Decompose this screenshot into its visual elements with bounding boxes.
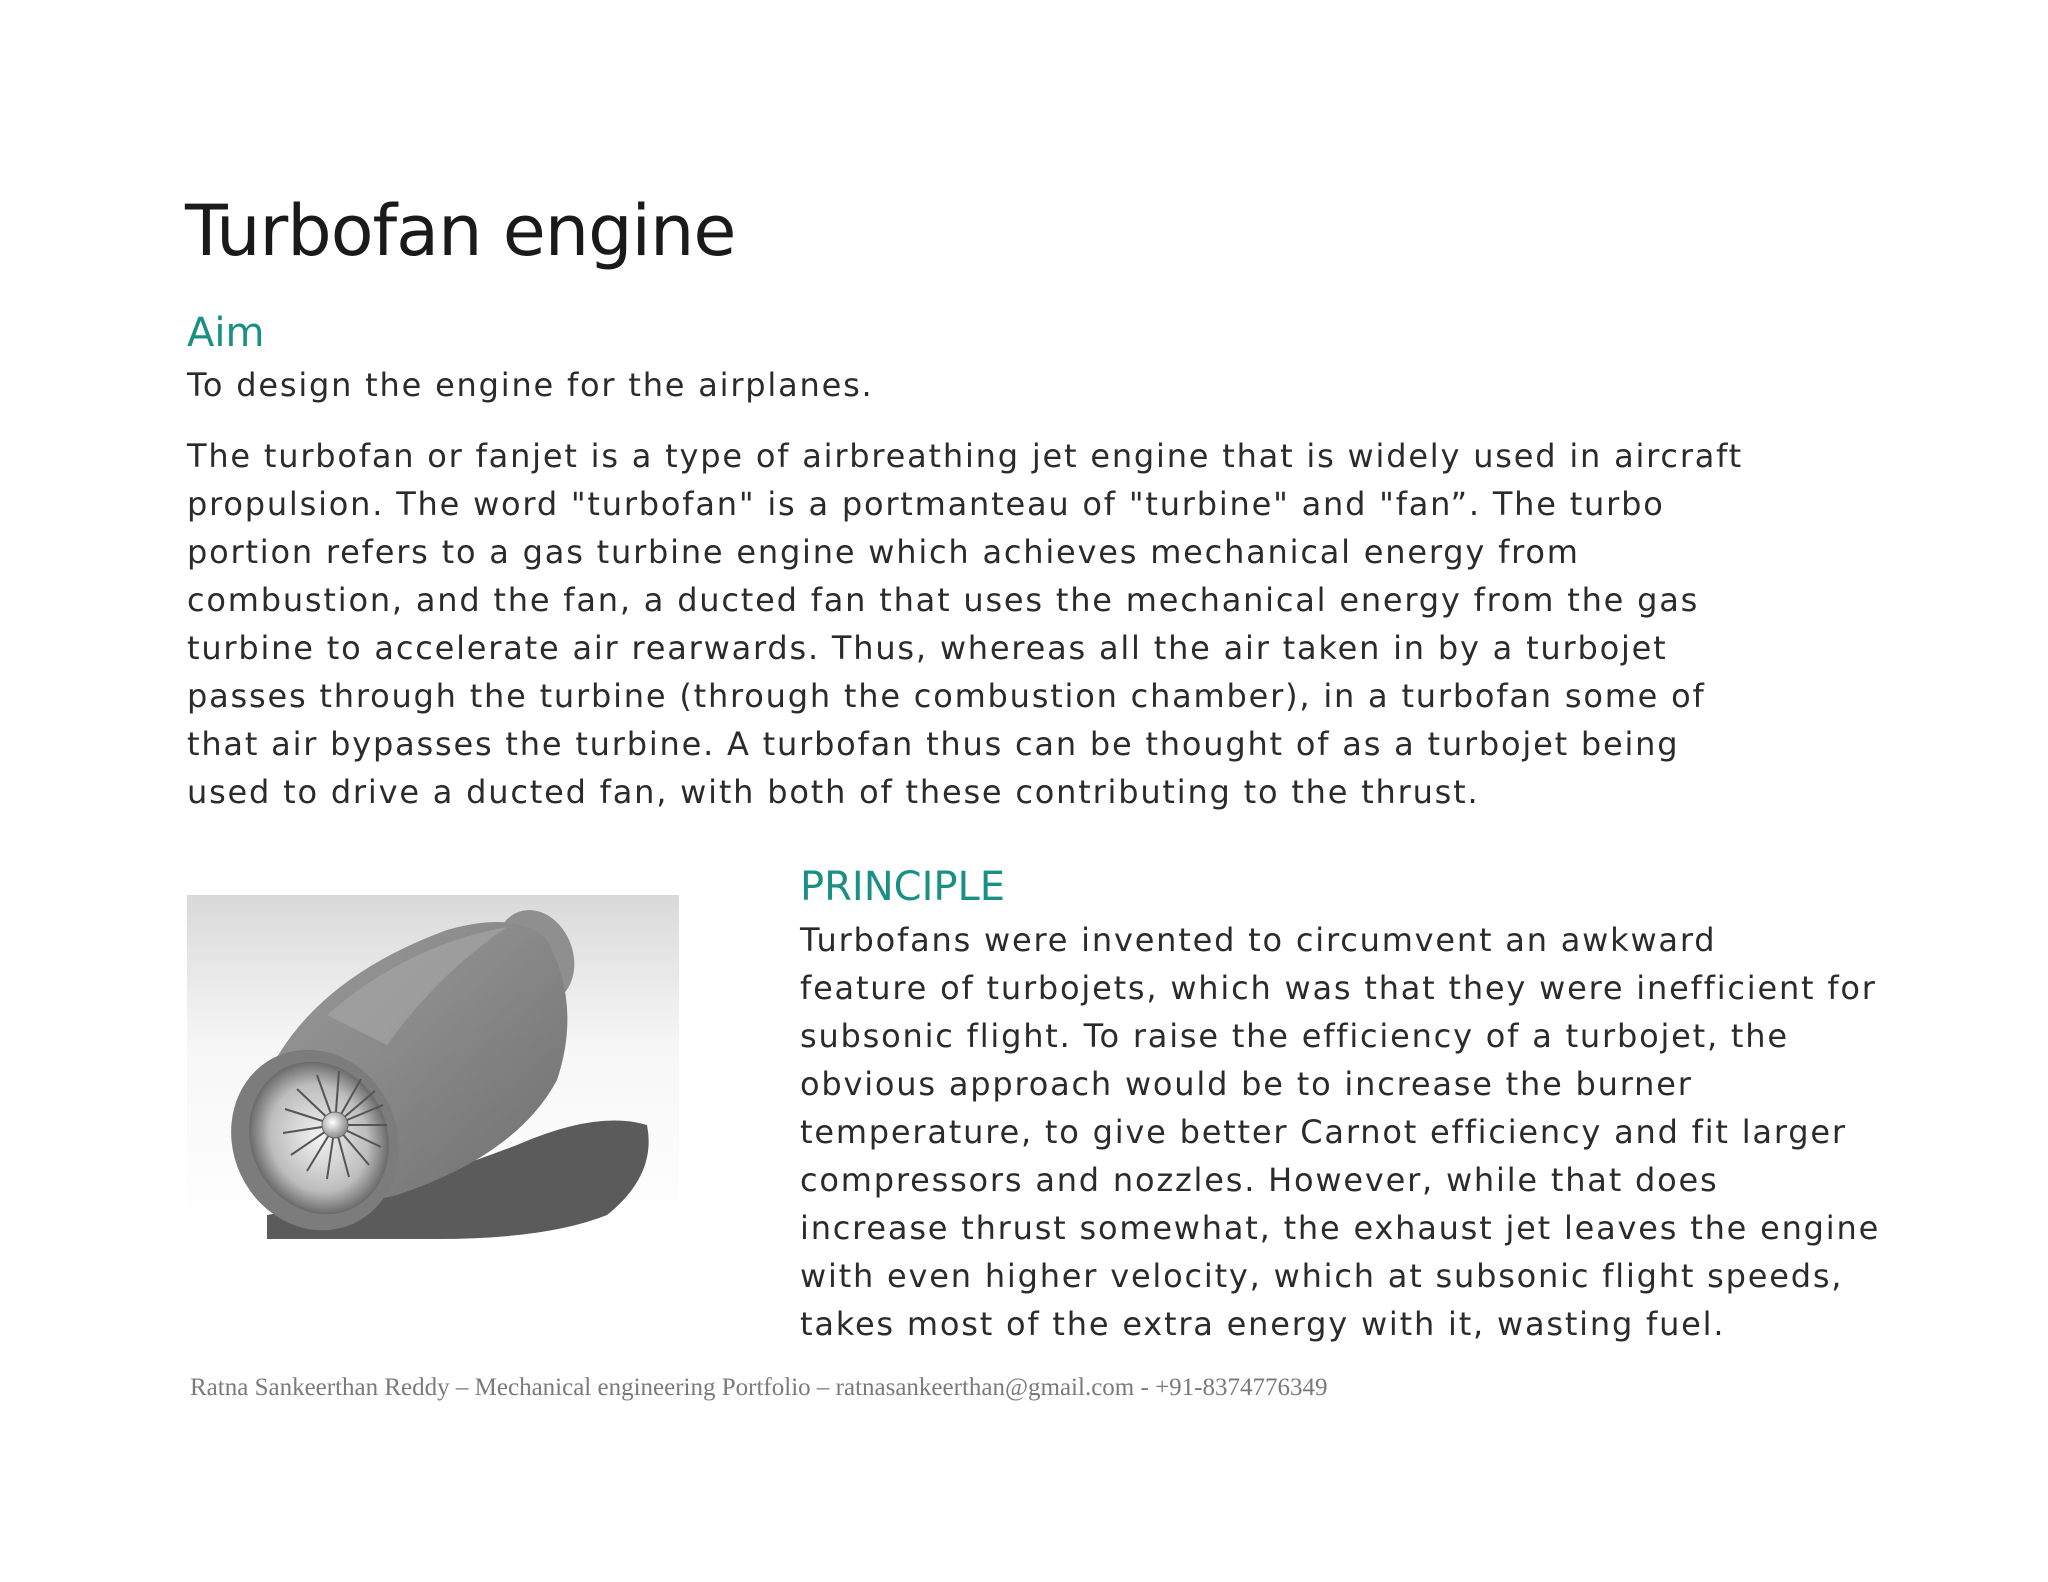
description-line: that air bypasses the turbine. A turbofan thus can be thought of as a turbojet being [187,725,1680,763]
description-line: turbine to accelerate air rearwards. Thus, whereas all the air taken in by a turbojet [187,629,1668,667]
aim-text: To design the engine for the airplanes. [187,366,874,404]
turbofan-engine-icon [187,895,679,1239]
description-line: used to drive a ducted fan, with both of these contributing to the thrust. [187,773,1480,811]
principle-line: takes most of the extra energy with it, wasting fuel. [800,1305,1726,1343]
aim-heading: Aim [187,310,265,356]
description-paragraph [187,432,1907,816]
description-line: propulsion. The word "turbofan" is a portmanteau of "turbine" and "fan”. The turbo [187,485,1665,523]
principle-line: with even higher velocity, which at subsonic flight speeds, [800,1257,1844,1295]
principle-line: temperature, to give better Carnot efficiency and fit larger [800,1113,1847,1151]
principle-line: feature of turbojets, which was that they were inefficient for [800,969,1877,1007]
principle-line: increase thrust somewhat, the exhaust jet leaves the engine [800,1209,1881,1247]
page-title: Turbofan engine [185,190,736,272]
principle-line: obvious approach would be to increase the burner [800,1065,1693,1103]
principle-line: Turbofans were invented to circumvent an awkward [800,921,1717,959]
description-line: combustion, and the fan, a ducted fan that uses the mechanical energy from the gas [187,581,1700,619]
footer-contact: Ratna Sankeerthan Reddy – Mechanical engineering Portfolio – ratnasankeerthan@gmail.com - +91-8374776349 [190,1374,1328,1401]
description-line: passes through the turbine (through the combustion chamber), in a turbofan some of [187,677,1706,715]
principle-line: compressors and nozzles. However, while that does [800,1161,1719,1199]
principle-heading: PRINCIPLE [800,864,1006,910]
turbofan-engine-image [187,895,679,1239]
description-line: The turbofan or fanjet is a type of airbreathing jet engine that is widely used in aircraft [187,437,1744,475]
description-line: portion refers to a gas turbine engine which achieves mechanical energy from [187,533,1580,571]
principle-line: subsonic flight. To raise the efficiency of a turbojet, the [800,1017,1789,1055]
principle-paragraph [800,916,1980,1348]
